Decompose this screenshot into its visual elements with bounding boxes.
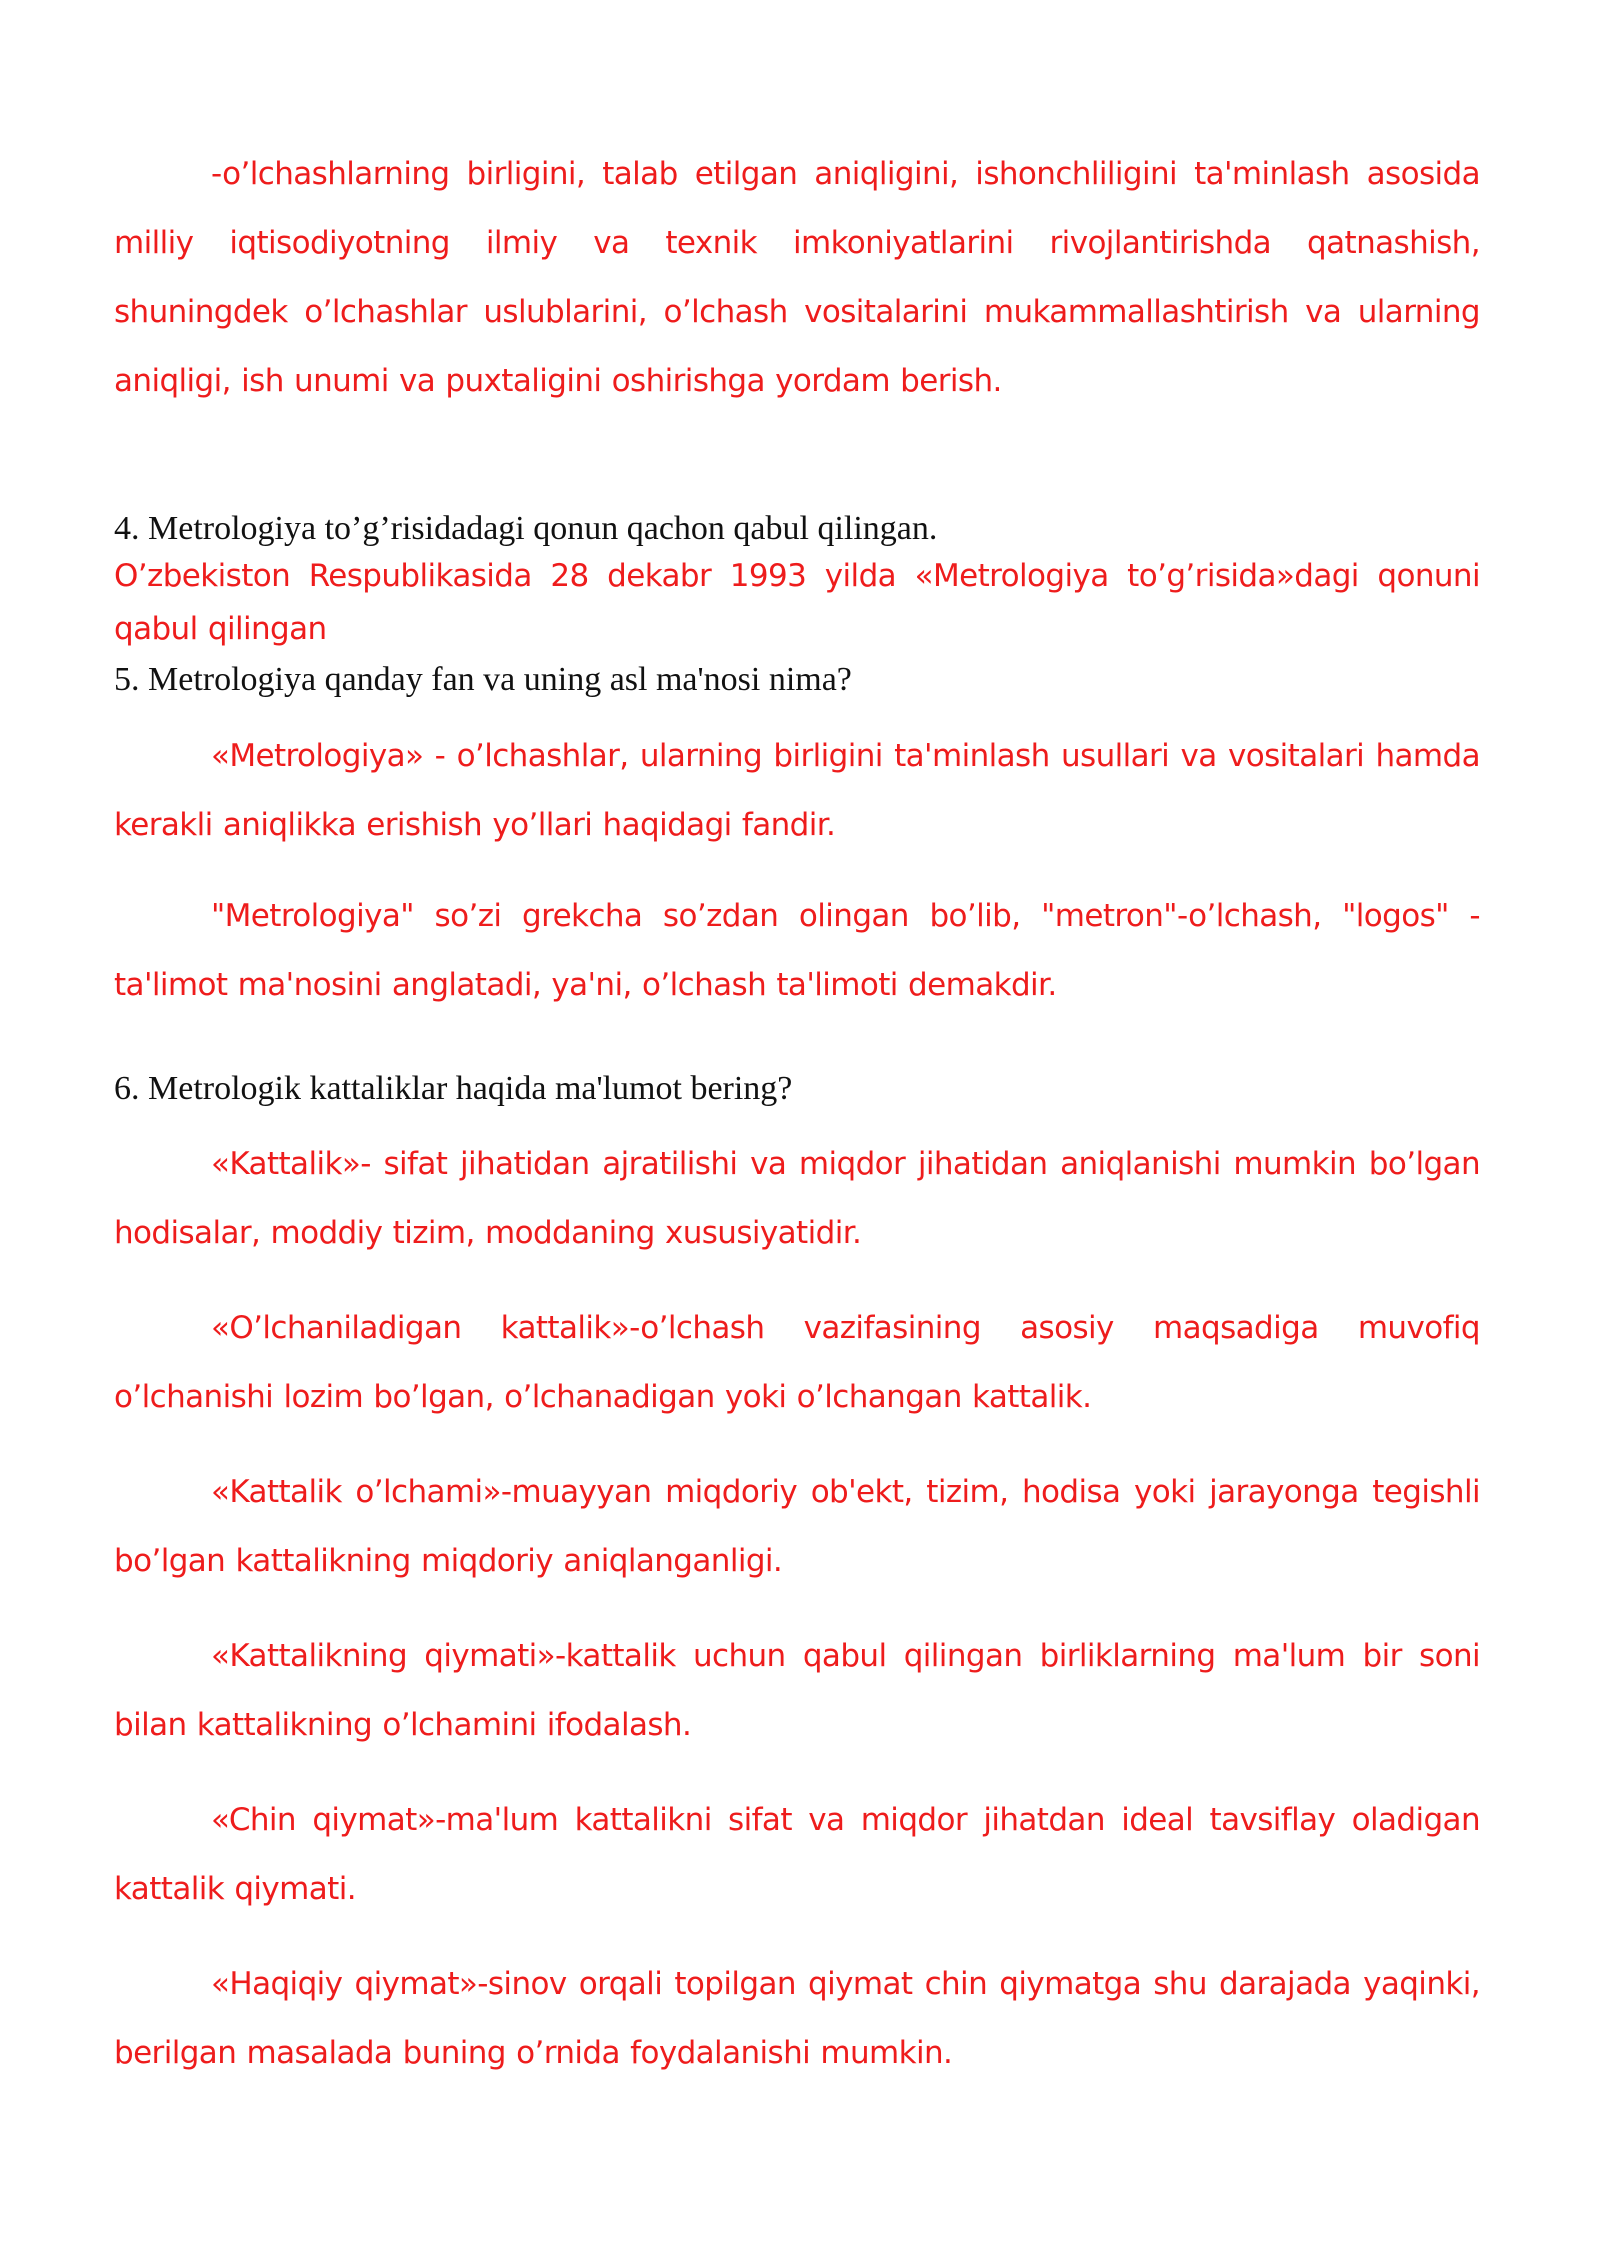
- question-6: 6. Metrologik kattaliklar haqida ma'lumot bering?: [114, 1070, 793, 1107]
- paragraph-metrology-goals: -o’lchashlarning birligini, talab etilgan aniqligini, ishonchliligini ta'minlash asosida milliy iqtisodiyotning ilmiy va texnik imkoniyatlarini rivojlantirishda qatnashish, shuningdek o’lchashlar uslublarini, o’lchash vositalarini mukammallashtirish va ularning aniqligi, ish unumi va puxtaligini oshirishga yordam berish.: [114, 156, 1480, 399]
- definition-olchaniladigan-kattalik: «O’lchaniladigan kattalik»-o’lchash vazifasining asosiy maqsadiga muvofiq o’lchanishi lozim bo’lgan, o’lchanadigan yoki o’lchangan kattalik.: [114, 1310, 1480, 1415]
- answer-5-definition: «Metrologiya» - o’lchashlar, ularning birligini ta'minlash usullari va vositalari hamda kerakli aniqlikka erishish yo’llari haqidagi fandir.: [114, 738, 1480, 843]
- definition-kattalik-olchami: «Kattalik o’lchami»-muayyan miqdoriy ob'ekt, tizim, hodisa yoki jarayonga tegishli bo’lgan kattalikning miqdoriy aniqlanganligi.: [114, 1474, 1480, 1579]
- question-5: 5. Metrologiya qanday fan va uning asl ma'nosi nima?: [114, 661, 852, 698]
- definition-chin-qiymat: «Chin qiymat»-ma'lum kattalikni sifat va miqdor jihatdan ideal tavsiflay oladigan kattalik qiymati.: [114, 1802, 1480, 1907]
- answer-5-etymology: "Metrologiya" so’zi grekcha so’zdan olingan bo’lib, "metron"-o’lchash, "logos" - ta'limot ma'nosini anglatadi, ya'ni, o’lchash ta'limoti demakdir.: [114, 898, 1480, 1003]
- question-4: 4. Metrologiya to’g’risidadagi qonun qachon qabul qilingan.: [114, 510, 938, 547]
- definition-kattalikning-qiymati: «Kattalikning qiymati»-kattalik uchun qabul qilingan birliklarning ma'lum bir soni bilan kattalikning o’lchamini ifodalash.: [114, 1638, 1480, 1743]
- definition-kattalik: «Kattalik»- sifat jihatidan ajratilishi va miqdor jihatidan aniqlanishi mumkin bo’lgan hodisalar, moddiy tizim, moddaning xususiyatidir.: [114, 1146, 1480, 1251]
- definition-haqiqiy-qiymat: «Haqiqiy qiymat»-sinov orqali topilgan qiymat chin qiymatga shu darajada yaqinki, berilgan masalada buning o’rnida foydalanishi mumkin.: [114, 1966, 1480, 2071]
- answer-4: O’zbekiston Respublikasida 28 dekabr 1993 yilda «Metrologiya to’g’risida»dagi qonuni qabul qilingan: [114, 558, 1480, 647]
